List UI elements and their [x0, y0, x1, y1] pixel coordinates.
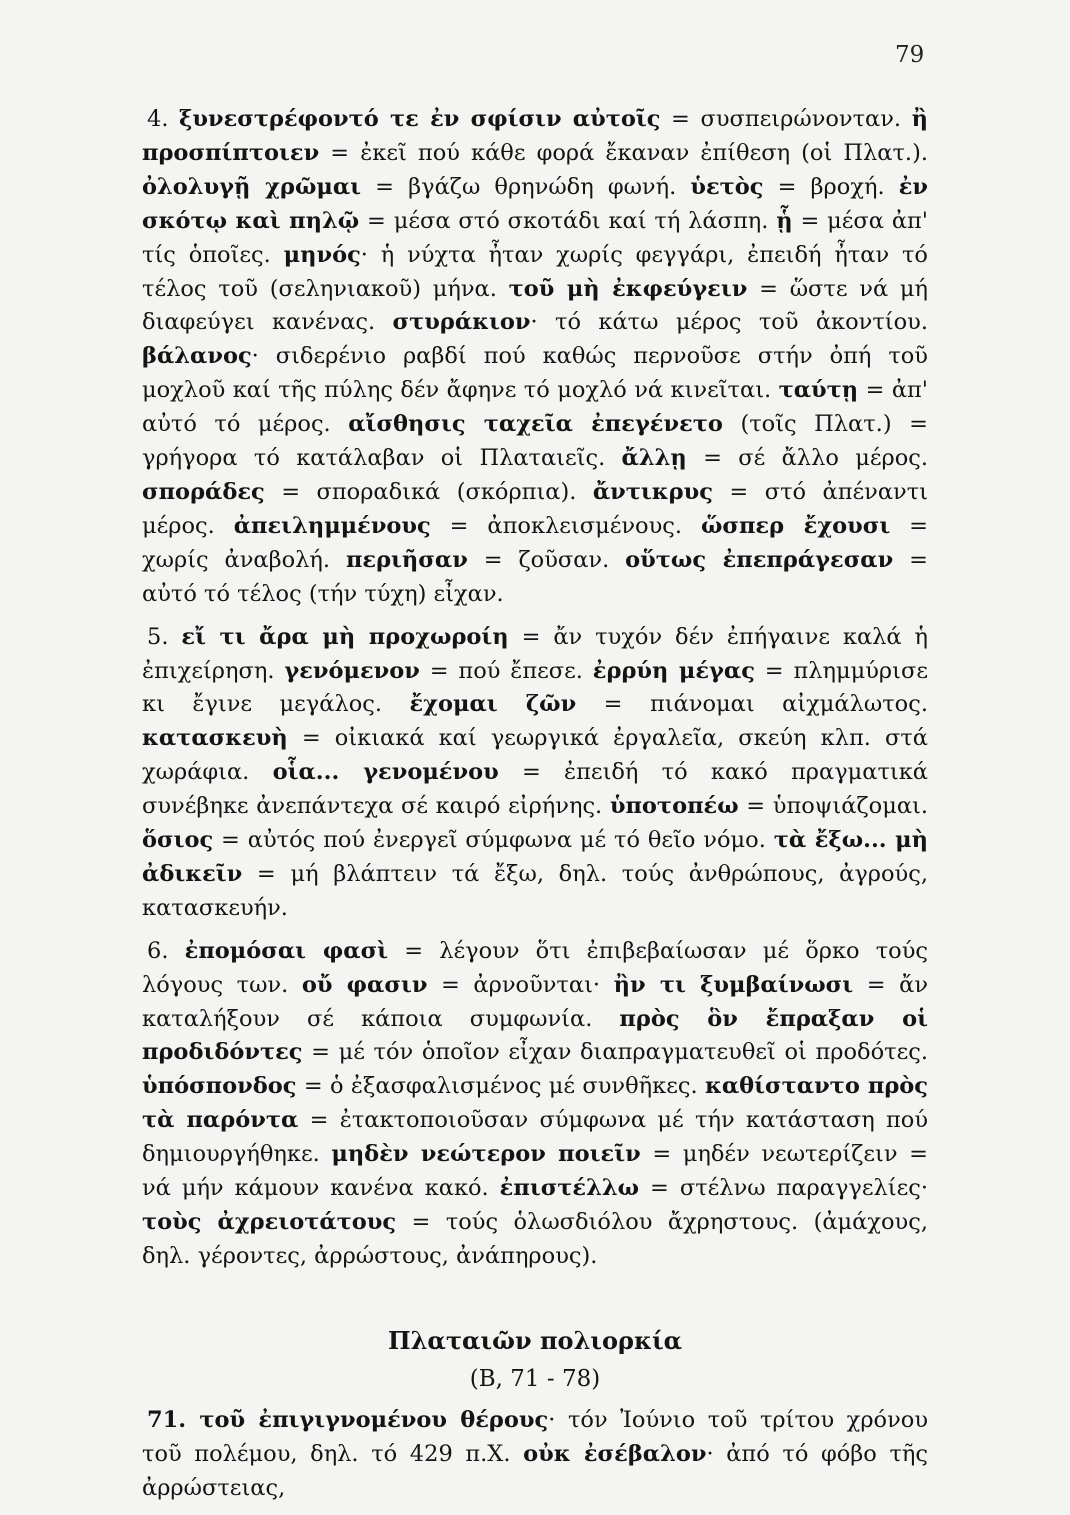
gloss-text: · ἡ νύχτα ἦταν χωρίς φεγγάρι, ἐπειδή ἦταν τό τέλος τοῦ (σεληνιακοῦ) μήνα. — [142, 241, 928, 302]
gloss-text: = ἀπ' αὐτό τό μέρος. — [142, 377, 928, 438]
page-number: 79 — [895, 42, 925, 68]
gloss-text: = σέ ἄλλο μέρος. — [686, 445, 928, 472]
headword: αἴσθησις ταχεῖα ἐπεγένετο — [348, 411, 723, 438]
gloss-text: · τόν Ἰούνιο τοῦ τρίτου χρόνου τοῦ πολέμου, δηλ. τό 429 π.Χ. — [142, 1406, 928, 1467]
gloss-text: = ἀποκλεισμένους. — [430, 512, 701, 539]
headword: ὥσπερ ἔχουσι — [700, 512, 891, 539]
headword: ὅσιος — [142, 827, 214, 854]
gloss-text: 6. — [147, 937, 185, 964]
gloss-text: = σποραδικά (σκόρπια). — [264, 478, 593, 505]
headword: τὰ ἔξω... μὴ ἀδικεῖν — [142, 827, 929, 887]
headword: τοῦ ἐπιγιγνομένου θέρους — [199, 1406, 549, 1433]
headword: εἴ τι ἄρα μὴ προχωροίη — [181, 623, 509, 650]
headword: ἄντικρυς — [592, 478, 713, 505]
gloss-text: = πλημμύρισε κι ἔγινε μεγάλος. — [142, 657, 928, 718]
headword: οὔ φασιν — [301, 971, 428, 998]
gloss-text: = τούς ὁλωσδιόλου ἄχρηστους. (ἀμάχους, δηλ. γέροντες, ἀρρώστους, ἀνάπηρους). — [142, 1209, 928, 1269]
gloss-text: = πιάνομαι αἰχμάλωτος. — [576, 691, 928, 718]
headword: γενόμενον — [284, 657, 420, 684]
gloss-text: = μή βλάπτειν τά ἔξω, δηλ. τούς ἀνθρώπους, ἀγρούς, κατασκευήν. — [142, 860, 928, 921]
headword: ὑποτοπέω — [609, 793, 739, 820]
gloss-text: 4. — [147, 106, 180, 132]
gloss-text: = στό ἀπέναντι μέρος. — [142, 478, 928, 539]
headword: βάλανος — [142, 343, 252, 370]
gloss-text: = μέ τόν ὁποῖον εἶχαν διαπραγματευθεῖ οἱ προδότες. — [302, 1039, 928, 1066]
gloss-text: = ὥστε νά μή διαφεύγει κανένας. — [142, 275, 928, 336]
headword: κατασκευὴ — [142, 725, 288, 752]
gloss-text: = βροχή. — [763, 173, 899, 200]
commentary-body — [142, 103, 928, 1515]
headword: ταύτῃ — [778, 377, 859, 404]
headword: ἔχομαι ζῶν — [409, 691, 577, 718]
gloss-text: = ἀρνοῦνται· — [427, 971, 614, 998]
gloss-text: = αὐτός πού ἐνεργεῖ σύμφωνα μέ τό θεῖο νόμο. — [213, 827, 774, 854]
headword: ὑετὸς — [690, 173, 764, 200]
headword: οἷα... γενομένου — [272, 759, 499, 786]
gloss-text: · σιδερένιο ραβδί πού καθώς περνοῦσε στήν ὀπή τοῦ μοχλοῦ καί τῆς πύλης δέν ἄφηνε τό μοχλό νά κινεῖται. — [142, 343, 928, 404]
headword: ξυνεστρέφοντό τε ἐν σφίσιν αὐτοῖς — [179, 106, 661, 132]
gloss-text: · ἀπό τό φόβο τῆς ἀρρώστειας, — [142, 1440, 928, 1501]
headword: ὀλολυγῇ χρῶμαι — [142, 173, 362, 200]
gloss-text: = αὐτό τό τέλος (τήν τύχη) εἶχαν. — [142, 546, 928, 607]
chapter-reference: (Β, 71 - 78) — [469, 1365, 601, 1392]
headword: τοὺς ἀχρειοτάτους — [142, 1209, 397, 1235]
headword: ἢν τι ξυμβαίνωσι — [613, 971, 854, 998]
gloss-text: = λέγουν ὅτι ἐπιβεβαίωσαν μέ ὅρκο τούς λόγους των. — [142, 937, 929, 998]
headword: ὑπόσπονδος — [142, 1073, 297, 1100]
headword: πρὸς ὃν ἔπραξαν οἱ προδιδόντες — [142, 1005, 928, 1066]
gloss-text: = χωρίς ἀναβολή. — [142, 512, 928, 573]
headword: οὐκ ἐσέβαλον — [523, 1440, 707, 1467]
headword: μηνός — [283, 241, 361, 268]
gloss-text: = ἐτακτοποιοῦσαν σύμφωνα μέ τήν κατάσταση πού δημιουργήθηκε. — [142, 1107, 928, 1168]
headword: ἄλλῃ — [621, 445, 687, 472]
headword: ἐρρύη μέγας — [592, 657, 755, 684]
gloss-text: = ἄν τυχόν δέν ἐπήγαινε καλά ἡ ἐπιχείρηση. — [142, 623, 928, 684]
gloss-text: 5. — [147, 623, 182, 650]
note-section-71 — [142, 1404, 928, 1506]
gloss-text: = στέλνω παραγγελίες· — [639, 1175, 928, 1202]
headword: σποράδες — [142, 478, 265, 505]
headword: καθίσταντο πρὸς τὰ παρόντα — [142, 1073, 928, 1134]
gloss-text: = ὁ ἐξασφαλισμένος μέ συνθῆκες. — [296, 1073, 705, 1100]
headword: περιῆσαν — [345, 546, 468, 573]
gloss-text: = μηδέν νεωτερίζειν = νά μήν κάμουν κανένα κακό. — [142, 1141, 929, 1202]
chapter-heading: Πλαταιῶν πολιορκία — [387, 1325, 683, 1355]
gloss-text: = ἐπειδή τό κακό πραγματικά συνέβηκε ἀνεπάντεχα σέ καιρό εἰρήνης. — [142, 759, 928, 820]
gloss-text: = μέσα στό σκοτάδι καί τή λάσπη. — [359, 207, 777, 234]
gloss-text: = ἐκεῖ πού κάθε φορά ἔκαναν ἐπίθεση (οἱ Πλατ.). — [319, 139, 928, 166]
note-section-4 — [142, 103, 928, 612]
headword: ἐπιστέλλω — [499, 1175, 640, 1202]
gloss-text: = πού ἔπεσε. — [419, 657, 593, 684]
headword: οὕτως ἐπεπράγεσαν — [625, 546, 894, 573]
note-section-5 — [142, 621, 928, 926]
gloss-text: = ὑποψιάζομαι. — [738, 793, 928, 820]
headword: μηδὲν νεώτερον ποιεῖν — [331, 1141, 641, 1168]
gloss-text: = ζοῦσαν. — [467, 546, 626, 573]
note-section-6 — [142, 935, 928, 1274]
headword: 71. — [147, 1406, 200, 1433]
gloss-text: = οἰκιακά καί γεωργικά ἐργαλεῖα, σκεύη κλπ. στά χωράφια. — [142, 725, 928, 786]
headword: ἐν σκότῳ καὶ πηλῷ — [142, 173, 928, 234]
gloss-text: = ἄν καταλήξουν σέ κάποια συμφωνία. — [142, 971, 928, 1032]
headword: ᾗ — [776, 207, 793, 234]
headword: ἀπειλημμένους — [233, 512, 431, 539]
gloss-text: · τό κάτω μέρος τοῦ ἀκοντίου. — [530, 309, 928, 336]
headword: ἐπομόσαι φασὶ — [184, 937, 389, 964]
gloss-text: = συσπειρώνονταν. — [660, 106, 912, 132]
gloss-text: = μέσα ἀπ' τίς ὁποῖες. — [142, 207, 928, 268]
gloss-text: = βγάζω θρηνώδη φωνή. — [361, 173, 691, 200]
gloss-text: (τοῖς Πλατ.) = γρήγορα τό κατάλαβαν οἱ Πλαταιεῖς. — [142, 411, 928, 472]
headword: στυράκιον — [392, 309, 531, 336]
headword: ἢ προσπίπτοιεν — [142, 106, 929, 166]
headword: τοῦ μὴ ἐκφεύγειν — [508, 275, 748, 302]
